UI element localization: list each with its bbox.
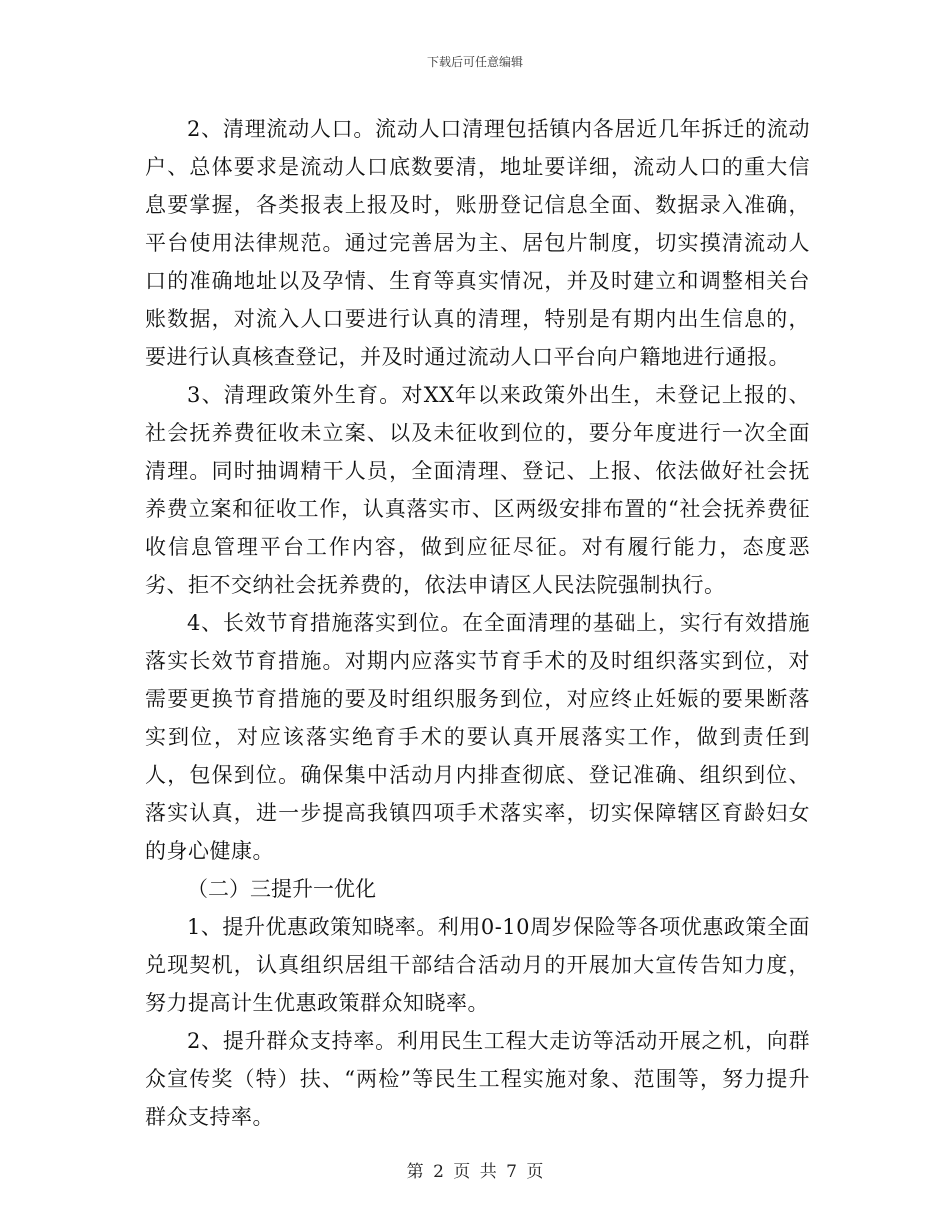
page-number: 第 2 页 共 7 页 — [406, 1162, 544, 1182]
page-header: 下载后可任意编辑 — [426, 55, 523, 69]
paragraph-clean-floating-population: 2、清理流动人口。流动人口清理包括镇内各居近几年拆迁的流动户、总体要求是流动人口底数要清，地址要详细，流动人口的重大信息要掌握，各类报表上报及时，账册登记信息全面、数据录入准确，平台使用法律规范。通过完善居为主、居包片制度，切实摸清流动人口的准确地址以及孕情、生育等真实情况，并及时建立和调整相关台账数据，对流入人口要进行认真的清理，特别是有期内出生信息的，要进行认真核查登记，并及时通过流动人口平台向户籍地进行通报。 — [145, 117, 810, 369]
paragraph-public-support: 2、提升群众支持率。利用民生工程大走访等活动开展之机，向群众宣传奖（特）扶、“两检”等民生工程实施对象、范围等，努力提升群众支持率。 — [145, 1029, 810, 1129]
document-body — [145, 110, 810, 1136]
section-subheading: （二）三提升一优化 — [187, 877, 376, 901]
paragraph-policy-awareness: 1、提升优惠政策知晓率。利用0-10周岁保险等各项优惠政策全面兑现契机，认真组织居组干部结合活动月的开展加大宣传告知力度，努力提高计生优惠政策群众知晓率。 — [145, 915, 810, 1015]
paragraph-clean-out-of-policy-births: 3、清理政策外生育。对XX年以来政策外出生，未登记上报的、社会抚养费征收未立案、以及未征收到位的，要分年度进行一次全面清理。同时抽调精干人员，全面清理、登记、上报、依法做好社会抚养费立案和征收工作，认真落实市、区两级安排布置的“社会抚养费征收信息管理平台工作内容，做到应征尽征。对有履行能力，态度恶劣、拒不交纳社会抚养费的，依法申请区人民法院强制执行。 — [145, 383, 810, 597]
paragraph-contraception-measures: 4、长效节育措施落实到位。在全面清理的基础上，实行有效措施落实长效节育措施。对期内应落实节育手术的及时组织落实到位，对需要更换节育措施的要及时组织服务到位，对应终止妊娠的要果断落实到位，对应该落实绝育手术的要认真开展落实工作，做到责任到人，包保到位。确保集中活动月内排查彻底、登记准确、组织到位、落实认真，进一步提高我镇四项手术落实率，切实保障辖区育龄妇女的身心健康。 — [145, 611, 810, 863]
